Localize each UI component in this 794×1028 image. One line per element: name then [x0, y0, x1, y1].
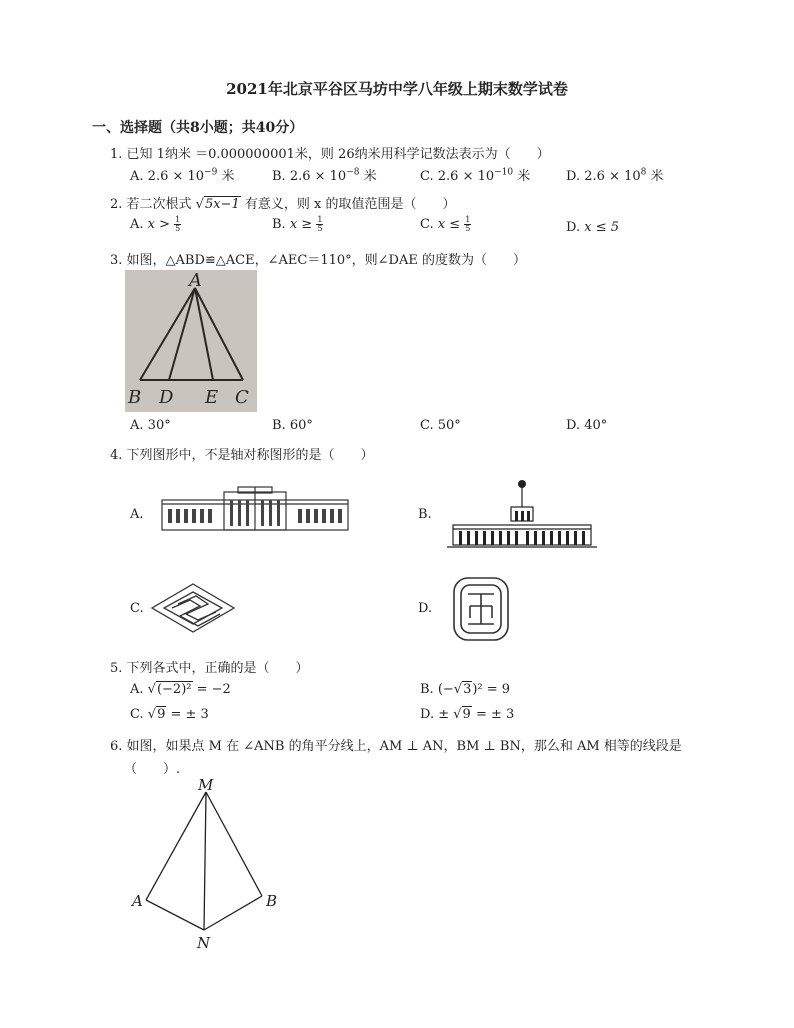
q2-option-d[interactable] — [566, 220, 619, 235]
option-pre: (−√ — [437, 682, 463, 697]
stem-suffix: 有意义，则 x 的取值范围是（ ） — [240, 197, 456, 212]
option-exponent: −9 — [204, 167, 218, 178]
option-text: 60° — [289, 418, 313, 433]
question-2-stem — [110, 193, 455, 212]
s-shape-box-image — [150, 582, 236, 634]
vertex-label: E — [205, 387, 219, 408]
question-3-stem: 3. 如图，△ABD≌△ACE，∠AEC＝110°，则∠DAE 的度数为（ ） — [110, 253, 526, 268]
option-base: 2.6 × 10 — [437, 169, 495, 184]
maze-seal-image — [450, 574, 512, 644]
option-label: A. — [130, 169, 144, 184]
option-pre: ± √ — [438, 707, 462, 722]
option-label: B. — [272, 169, 286, 184]
option-exponent: −10 — [494, 167, 514, 178]
q3-option-a[interactable] — [130, 418, 171, 433]
option-lhs: x ≥ — [289, 217, 313, 232]
vertex-label: B — [128, 387, 142, 408]
q4-option-c-label[interactable]: C. — [130, 601, 144, 616]
q5-option-c[interactable] — [130, 707, 209, 722]
option-post: = ± 3 — [166, 707, 209, 722]
option-label: D. — [566, 418, 581, 433]
option-label: C. — [420, 169, 434, 184]
q1-option-b[interactable] — [272, 165, 377, 184]
vertex-label: N — [197, 934, 211, 952]
option-post: )² = 9 — [472, 682, 511, 697]
option-lhs: x ≤ — [437, 217, 461, 232]
option-text: 40° — [584, 418, 608, 433]
question-5-stem: 5. 下列各式中，正确的是（ ） — [110, 661, 309, 676]
fraction: $\frac{1}{5}$ — [317, 215, 323, 233]
tower-building-image — [447, 477, 597, 549]
radicand: 9 — [157, 707, 166, 722]
option-unit: 米 — [359, 169, 377, 184]
q1-option-a[interactable] — [130, 165, 234, 184]
option-post: = ± 3 — [471, 707, 515, 722]
option-pre: √ — [147, 682, 156, 697]
stem-prefix: 2. 若二次根式 √ — [110, 197, 204, 212]
radicand: 5x−1 — [204, 197, 240, 212]
radicand: 3 — [463, 682, 472, 697]
question-6-stem-line1: 6. 如图，如果点 M 在 ∠ANB 的角平分线上，AM ⊥ AN，BM ⊥ BN，那么和 AM 相等的线段是 — [110, 739, 682, 754]
vertex-label: C — [235, 387, 249, 408]
vertex-label: A — [132, 892, 143, 910]
option-label: D. — [566, 169, 581, 184]
vertex-label: D — [159, 387, 174, 408]
kite-amnb-diagram — [128, 778, 288, 954]
q5-option-a[interactable] — [130, 682, 231, 697]
triangle-abc-diagram — [125, 270, 257, 412]
option-label: A. — [130, 682, 144, 697]
q2-option-a[interactable] — [130, 216, 181, 233]
option-post: = −2 — [192, 682, 231, 697]
q2-option-b[interactable] — [272, 216, 323, 233]
section-heading: 一、选择题（共8小题；共40分） — [92, 120, 304, 136]
vertex-label: B — [266, 892, 278, 910]
q1-option-c[interactable] — [420, 165, 530, 184]
fraction: $\frac{1}{5}$ — [465, 215, 471, 233]
option-text: 30° — [147, 418, 171, 433]
radicand: (−2)² — [156, 682, 192, 697]
option-label: C. — [420, 217, 434, 232]
option-pre: √ — [147, 707, 157, 722]
option-label: C. — [130, 707, 144, 722]
radicand: 9 — [462, 707, 471, 722]
symmetric-building-image — [160, 486, 350, 532]
q5-option-b[interactable] — [420, 682, 510, 697]
q5-option-d[interactable] — [420, 707, 514, 722]
option-exponent: −8 — [346, 167, 360, 178]
option-exponent: 8 — [640, 167, 647, 178]
option-label: C. — [420, 418, 434, 433]
option-base: 2.6 × 10 — [147, 169, 205, 184]
option-label: A. — [130, 418, 144, 433]
option-label: B. — [420, 682, 434, 697]
fraction: $\frac{1}{5}$ — [175, 215, 181, 233]
option-base: 2.6 × 10 — [289, 169, 347, 184]
q4-option-d-label[interactable]: D. — [418, 601, 433, 616]
option-label: D. — [420, 707, 435, 722]
triangle-photo-figure — [125, 270, 257, 412]
option-label: B. — [272, 418, 286, 433]
page-title: 2021年北京平谷区马坊中学八年级上期末数学试卷 — [226, 80, 568, 98]
option-base: 2.6 × 10 — [584, 169, 641, 184]
q3-option-b[interactable] — [272, 418, 313, 433]
option-text: x ≤ 5 — [584, 220, 619, 235]
option-unit: 米 — [217, 169, 235, 184]
vertex-label: A — [189, 270, 202, 291]
q3-option-d[interactable] — [566, 418, 607, 433]
option-lhs: x > — [147, 217, 171, 232]
option-text: 50° — [437, 418, 461, 433]
q1-option-d[interactable] — [566, 165, 663, 184]
option-unit: 米 — [646, 169, 664, 184]
question-6-stem-line2: （ ）. — [124, 762, 181, 777]
option-label: B. — [272, 217, 286, 232]
question-1-stem: 1. 已知 1纳米 ＝0.000000001米，则 26纳米用科学记数法表示为（ ） — [110, 147, 550, 162]
q3-option-c[interactable] — [420, 418, 461, 433]
option-label: A. — [130, 217, 144, 232]
option-label: D. — [566, 220, 581, 235]
option-unit: 米 — [513, 169, 531, 184]
vertex-label: M — [198, 778, 214, 794]
q4-option-b-label[interactable]: B. — [418, 507, 432, 522]
question-4-stem: 4. 下列图形中，不是轴对称图形的是（ ） — [110, 448, 374, 463]
q2-option-c[interactable] — [420, 216, 471, 233]
q4-option-a-label[interactable]: A. — [130, 507, 144, 522]
